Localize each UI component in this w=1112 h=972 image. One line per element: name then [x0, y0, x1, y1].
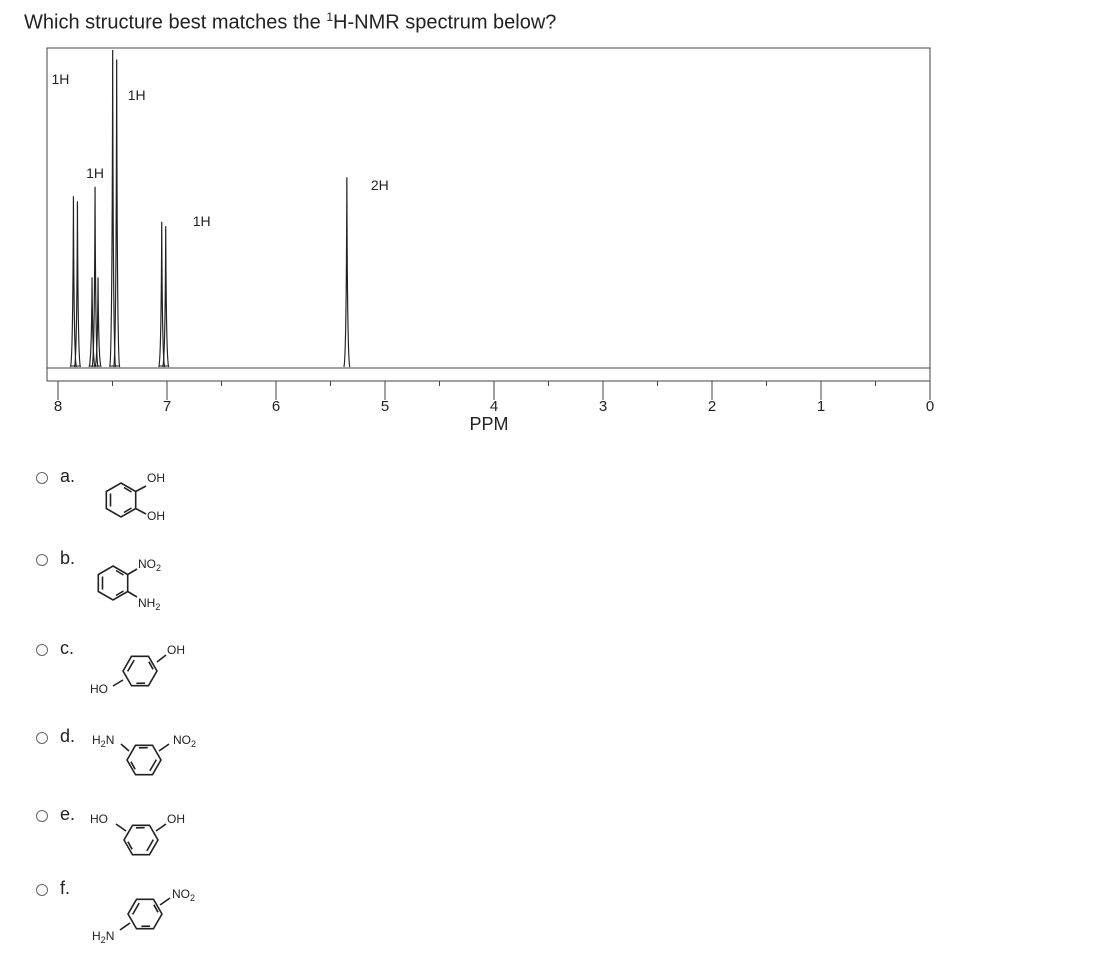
x-tick-label: 1: [816, 398, 826, 415]
structure-f-label-1: $NO_2$: [172, 887, 196, 903]
integration-label: 1H: [51, 71, 70, 87]
option-c-letter: c.: [60, 638, 75, 658]
option-e[interactable]: [36, 804, 636, 888]
plot-frame: [47, 48, 930, 381]
peak-group: [70, 50, 349, 367]
x-axis-label: PPM: [469, 414, 509, 434]
integration-label: 1H: [127, 87, 146, 103]
structure-b-label-1: $NO_2$: [138, 557, 162, 573]
x-tick-label: 6: [271, 398, 281, 415]
structure-f: [36, 882, 236, 962]
structure-a-label-2: OH: [147, 509, 165, 523]
structure-b: [36, 552, 236, 622]
x-axis-ticks: [54, 381, 934, 415]
structure-e: [36, 808, 236, 878]
x-tick-label: 0: [925, 398, 935, 415]
structure-d-label-2: $NO_2$: [173, 733, 197, 749]
option-d-letter: d.: [60, 726, 76, 746]
integration-label: 1H: [192, 213, 211, 229]
structure-d-label-1: $H_2N$: [92, 733, 115, 749]
option-b[interactable]: [36, 548, 636, 632]
option-a-letter: a.: [60, 466, 76, 486]
option-b-letter: b.: [60, 548, 76, 568]
option-e-letter: e.: [60, 804, 76, 824]
option-f[interactable]: [36, 878, 636, 962]
structure-c: [36, 642, 236, 712]
structure-f-label-2: $H_2N$: [92, 929, 115, 945]
x-tick-label: 2: [707, 398, 717, 415]
structure-c-label-2: HO: [90, 682, 108, 696]
question-suffix: H-NMR spectrum below?: [333, 11, 557, 34]
option-f-letter: f.: [60, 878, 71, 898]
option-a[interactable]: [36, 466, 636, 550]
x-tick-label: 8: [53, 398, 63, 415]
x-tick-label: 7: [162, 398, 172, 415]
question-prefix: Which structure best matches the: [24, 11, 327, 34]
structure-a-label-1: OH: [147, 471, 165, 485]
structure-a: [36, 470, 236, 540]
x-tick-label: 5: [380, 398, 390, 415]
x-tick-label: 3: [598, 398, 608, 415]
option-c[interactable]: [36, 638, 636, 722]
structure-b-label-2: $NH_2$: [138, 596, 161, 612]
option-d[interactable]: [36, 726, 636, 810]
x-tick-label: 4: [489, 398, 499, 415]
integration-labels: [51, 71, 388, 229]
structure-e-label-1: HO: [90, 812, 108, 826]
spectrum-peak: [344, 177, 350, 367]
structure-e-label-2: OH: [167, 812, 185, 826]
integration-label: 2H: [370, 177, 389, 193]
integration-label: 1H: [86, 165, 105, 181]
structure-c-label-1: OH: [167, 643, 185, 657]
question-superscript: 1: [326, 10, 334, 24]
nmr-spectrum-chart: [0, 0, 1112, 440]
structure-d: [36, 730, 236, 800]
